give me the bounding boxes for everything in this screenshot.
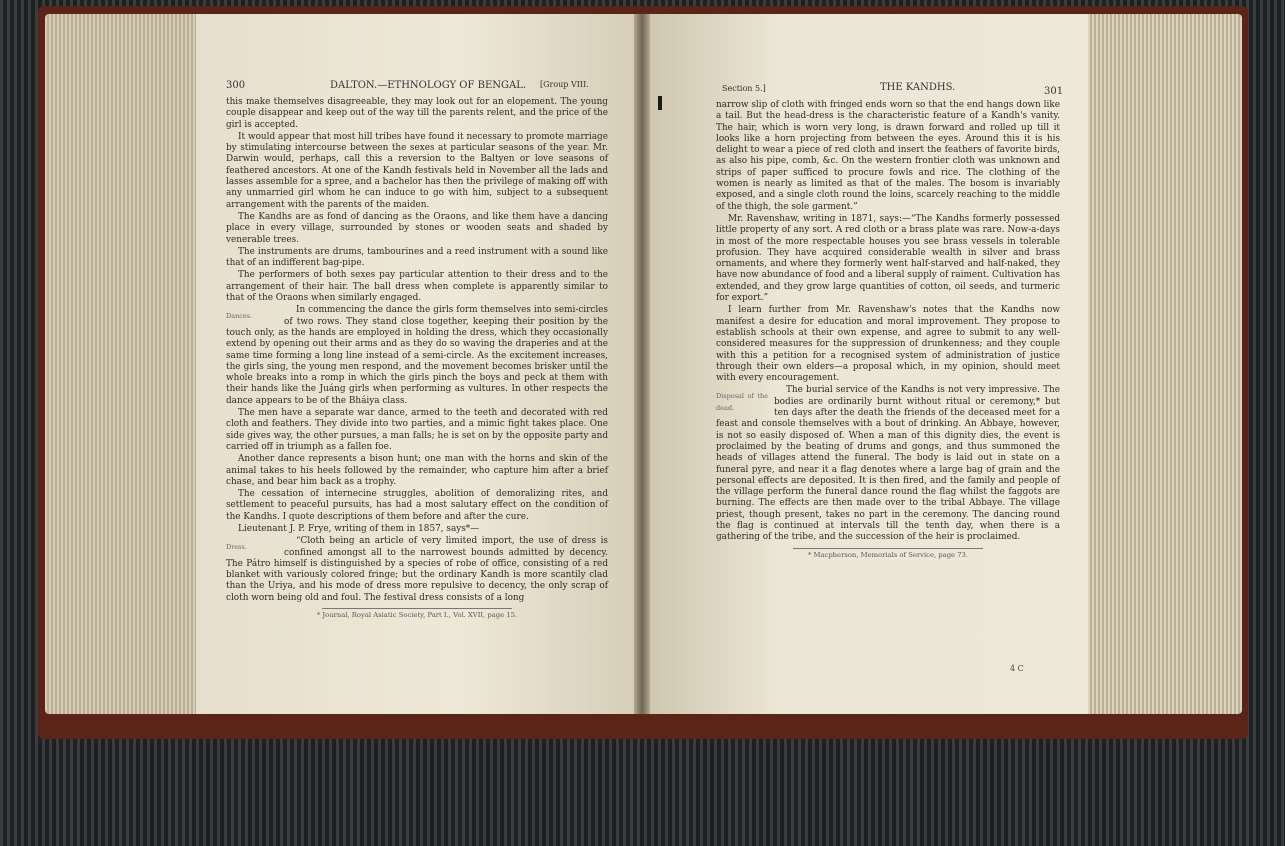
footnote-rule [793,548,983,549]
right-paragraph-burial [716,385,1060,543]
right-paragraph: narrow slip of cloth with fringed ends worn so that the end hangs down like a tail. But the head-dress is the characteristic feature of a Kandh's vanity. The hair, which is worn very long, is drawn forward and rolled up till it looks like a horn projecting from between the eyes. Around this it is his delight to wear a piece of red cloth and insert the feathers of favorite birds, as also his pipe, comb, &c. On the western frontier cloth was unknown and strips of paper sufficed to procure fowls and rice. The clothing of the women is nearly as limited as that of the males. The bosom is invariably exposed, and a single cloth round the loins, scarcely reaching to the middle of the thigh, the sole garment.” [716,100,1060,212]
left-page-number: 300 [226,80,246,91]
left-group-label: [Group VIII. [540,80,589,89]
bookmark-strip [658,96,662,110]
right-footnote: * Macpherson, Memorials of Service, page 73. [807,550,969,559]
side-note-dances: Dances. [226,312,253,321]
left-running-head: DALTON.—ETHNOLOGY OF BENGAL. [330,80,527,91]
book-gutter [634,14,650,714]
left-page-body [226,97,608,620]
left-footnote: * Journal, Royal Asiatic Society, Part I., Vol. XVII, page 15. [316,611,518,620]
left-paragraph-dances [226,305,608,407]
side-note-dress: Dress. [226,543,247,552]
right-page-body [716,100,1060,560]
left-paragraph: The instruments are drums, tambourines and a reed instrument with a sound like that of an indifferent bag-pipe. [226,246,608,269]
page-edges-right [1086,14,1242,714]
left-paragraph: Lieutenant J. P. Frye, writing of them in 1857, says*— [238,523,480,534]
left-paragraph-text: In commencing the dance the girls form themselves into semi-circles of two rows. They stand close together, keeping their position by the touch only, as the hands are employed in holding the dress, which they occasionally extend by opening out their arms and as they do so waving the draperies and at the same time forming a long line instead of a semi-circle. As the excitement increases, the girls sing, the young men respond, and the movement becomes brisker until the whole breaks into a romp in which the girls pinch the boys and peck at them with their hands like the Juáng girls when performing as vultures. In other respects the dance appears to be of the Bháiya class. [226,305,608,406]
left-paragraph: The men have a separate war dance, armed to the teeth and decorated with red cloth and feathers. They divide into two parties, and a mimic fight takes place. One side gives way, the other pursues, a man falls; he is set on by the opposite party and carried off in triumph as a fallen foe. [226,408,608,452]
left-paragraph-dress [226,536,608,604]
side-note-disposal: Disposal of the dead. [716,392,768,412]
right-paragraph-text: The burial service of the Kandhs is not very impressive. The bodies are ordinarily burnt without ritual or ceremony,* but ten days after the death the friends of the deceased meet for a feast and console themselves with a bout of drinking. An Abbaye, however, is not so easily disposed of. When a man of this dignity dies, the event is proclaimed by the beating of drums and gongs, and thus summoned the heads of villages attend the funeral. The body is laid out in state on a funeral pyre, and near it a flag denotes where a large bag of grain and the personal effects are deposited. It is then fired, and the family and people of the village perform the funeral dance round the flag whilst the faggots are burning. The effects are then made over to the tribal Abbaye. The village priest, though present, takes no part in the ceremony. The dancing round the flag is continued at intervals till the tenth day, when there is a gathering of the tribe, and the succession of the heir is proclaimed. [716,385,1060,543]
left-paragraph: The Kandhs are as fond of dancing as the Oraons, and like them have a dancing place in every village, surrounded by stones or wooden seats and shaded by venerable trees. [226,211,608,245]
left-paragraph: It would appear that most hill tribes have found it necessary to promote marriage by stimulating intercourse between the sexes at particular seasons of the year. Mr. Darwin would, perhaps, call this a reversion to the Baltyen or love seasons of feathered ancestors. At one of the Kandh festivals held in November all the lads and lasses assemble for a spree, and a bachelor has then the privilege of making off with any unmarried girl whom he can induce to go with him, subject to a subsequent arrangement with the parents of the maiden. [226,131,608,210]
right-section-label: Section 5.] [722,84,766,93]
left-paragraph: The performers of both sexes pay particular attention to their dress and to the arrangement of their hair. The ball dress when complete is apparently similar to that of the Oraons when similarly engaged. [226,270,608,304]
left-paragraph: The cessation of internecine struggles, abolition of demoralizing rites, and settlement to peaceful pursuits, has had a most salutary effect on the condition of the Kandhs. I quote descriptions of them before and after the cure. [226,489,608,522]
page-edges-left [45,14,213,714]
footnote-rule [322,608,512,609]
left-paragraph-text: “Cloth being an article of very limited import, the use of dress is confined amongst all to the narrowest bounds admitted by decency. The Pátro himself is distinguished by a species of robe of office, consisting of a red blanket with variously colored fringe; but the ordinary Kandh is more scantily clad than the Uriya, and his mode of dress more repulsive to decency, the only scrap of cloth worn being old and foul. The festival dress consists of a long [226,536,608,603]
right-paragraph: Mr. Ravenshaw, writing in 1871, says:—“The Kandhs formerly possessed little property of any sort. A red cloth or a brass plate was rare. Now-a-days in most of the more respectable houses you see brass vessels in tolerable profusion. They have acquired considerable wealth in silver and brass ornaments, and where they formerly went half-starved and half-naked, they have now abundance of food and a liberal supply of raiment. Cultivation has extended, and they grow large quantities of cotton, oil seeds, and turmeric for export.” [716,213,1060,304]
right-paragraph: I learn further from Mr. Ravenshaw's notes that the Kandhs now manifest a desire for education and moral improvement. They propose to establish schools at their own expense, and agree to submit to any well-considered measures for the suppression of drunkenness; and they couple with this a petition for a recognised system of administration of justice through their own elders—a proposal which, in my opinion, should meet with every encouragement. [716,305,1060,384]
right-running-head: THE KANDHS. [880,82,956,93]
right-page-number: 301 [1044,86,1064,97]
left-paragraph: Another dance represents a bison hunt; one man with the horns and skin of the animal takes to his heels followed by the remainder, who capture him after a brief chase, and bear him back as a trophy. [226,454,608,487]
left-paragraph: this make themselves disagreeable, they may look out for an elopement. The young couple disappear and keep out of the way till the parents relent, and the price of the girl is accepted. [226,97,608,130]
signature-mark: 4 C [1010,664,1024,673]
